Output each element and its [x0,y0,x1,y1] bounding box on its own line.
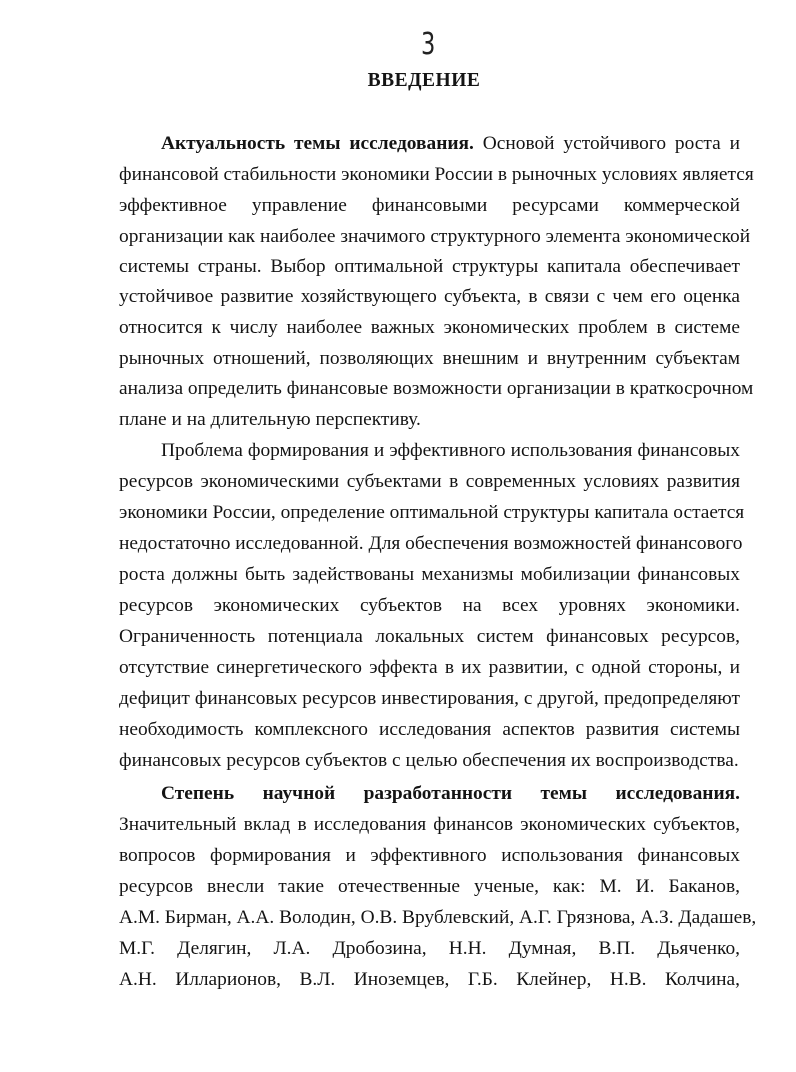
text-line: недостаточно исследованной. Для обеспечения возможностей финансового [119,533,743,554]
text-line: отсутствие синергетического эффекта в их развитии, с одной стороны, и [119,657,740,678]
text-line: А.М. Бирман, А.А. Володин, О.В. Врублевский, А.Г. Грязнова, А.З. Дадашев, [119,907,757,928]
text-line: финансовых ресурсов субъектов с целью обеспечения их воспроизводства. [119,750,739,771]
text-line: финансовой стабильности экономики России в рыночных условиях является [119,164,754,185]
text-line: дефицит финансовых ресурсов инвестирования, с другой, предопределяют [119,688,740,709]
text-line: эффективное управление финансовыми ресурсами коммерческой [119,195,740,216]
text-span: Основой устойчивого роста и [482,133,740,154]
text-line: необходимость комплексного исследования аспектов развития системы [119,719,740,740]
text-line: вопросов формирования и эффективного использования финансовых [119,845,740,866]
text-line [161,133,740,155]
section-lead: Степень научной разработанности темы исследования. [161,783,740,804]
text-line: рыночных отношений, позволяющих внешним и внутренним субъектам [119,348,740,369]
text-line: Ограниченность потенциала локальных систем финансовых ресурсов, [119,626,740,647]
text-line: относится к числу наиболее важных экономических проблем в системе [119,317,740,338]
page-title: ВВЕДЕНИЕ [367,70,481,91]
text-line: М.Г. Делягин, Л.А. Дробозина, Н.Н. Думная, В.П. Дьяченко, [119,938,740,959]
text-line: устойчивое развитие хозяйствующего субъекта, в связи с чем его оценка [119,286,740,307]
section-lead: Актуальность темы исследования. [161,133,474,154]
text-line: ресурсов внесли такие отечественные ученые, как: М. И. Баканов, [119,876,740,897]
page-number: 3 [421,27,436,62]
text-line: Значительный вклад в исследования финансов экономических субъектов, [119,814,740,835]
text-line: экономики России, определение оптимальной структуры капитала остается [119,502,745,523]
text-line: организации как наиболее значимого структурного элемента экономической [119,226,751,247]
text-line: А.Н. Илларионов, В.Л. Иноземцев, Г.Б. Клейнер, Н.В. Колчина, [119,969,740,990]
text-line: анализа определить финансовые возможности организации в краткосрочном [119,378,754,399]
text-line: ресурсов экономических субъектов на всех уровнях экономики. [119,595,740,616]
text-line: роста должны быть задействованы механизмы мобилизации финансовых [119,564,740,585]
text-line: плане и на длительную перспективу. [119,409,421,430]
text-line: Проблема формирования и эффективного использования финансовых [161,440,740,461]
text-line: системы страны. Выбор оптимальной структуры капитала обеспечивает [119,256,740,277]
text-line: ресурсов экономическими субъектами в современных условиях развития [119,471,740,492]
